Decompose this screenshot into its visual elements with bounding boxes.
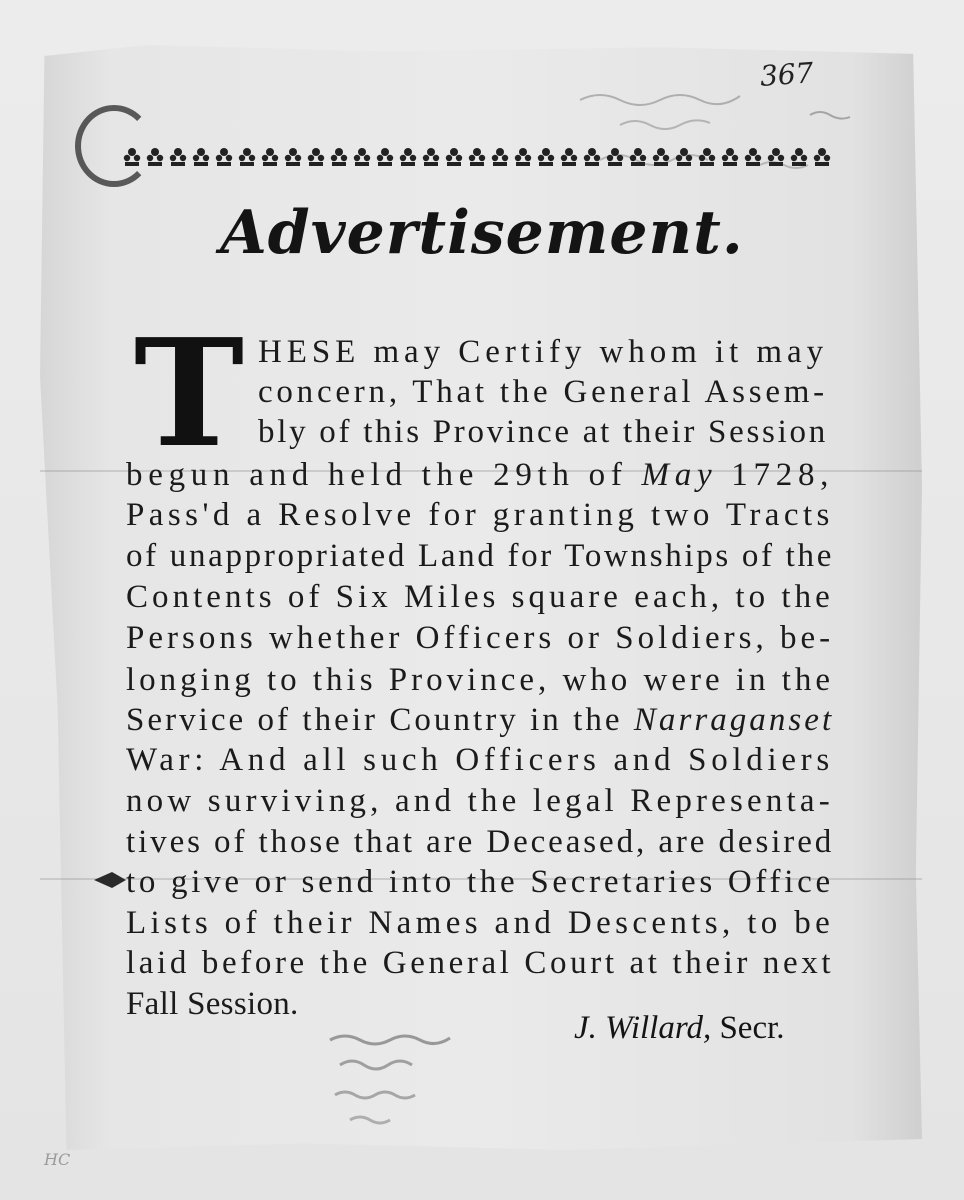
body-line-text: Fall Session. xyxy=(126,986,299,1022)
body-line-text: begun and held the 29th of xyxy=(126,457,642,493)
body-line-text: of unappropriated Land for Townships of the xyxy=(126,538,835,574)
fleuron-ornament-icon xyxy=(651,145,671,169)
body-line-text: Persons whether Officers or Soldiers, be- xyxy=(126,620,835,656)
fleuron-ornament-icon xyxy=(490,145,510,169)
body-line-text: bly of this Province at their Session xyxy=(258,414,828,450)
fleuron-ornament-icon xyxy=(168,145,188,169)
faded-bottom-handwriting xyxy=(320,1020,470,1130)
body-line xyxy=(126,984,299,1024)
body-line xyxy=(126,455,834,495)
fleuron-ornament-icon xyxy=(283,145,303,169)
body-line xyxy=(126,943,834,983)
body-line xyxy=(126,822,834,862)
drop-cap-letter: T xyxy=(133,306,245,480)
body-line-text: concern, That the General Assem- xyxy=(258,374,828,410)
body-line xyxy=(126,740,834,780)
body-line-text: longing to this Province, who were in the xyxy=(126,662,835,698)
body-line xyxy=(126,495,834,535)
fleuron-ornament-icon xyxy=(191,145,211,169)
fleuron-ornament-icon xyxy=(398,145,418,169)
body-line-italic: Narraganset xyxy=(633,702,835,738)
fleuron-ornament-icon xyxy=(766,145,786,169)
fleuron-ornament-icon xyxy=(421,145,441,169)
body-line-text: tives of those that are Deceased, are desired xyxy=(126,824,835,860)
fleuron-ornament-icon xyxy=(513,145,533,169)
signature-line xyxy=(574,1010,785,1047)
body-line-text: Pass'd a Resolve for granting two Tracts xyxy=(126,497,834,533)
body-line xyxy=(258,412,828,452)
body-line-text: to give or send into the Secretaries Office xyxy=(126,864,834,900)
fleuron-ornament-icon xyxy=(375,145,395,169)
fleuron-ornament-icon xyxy=(329,145,349,169)
corner-mark: HC xyxy=(44,1150,71,1169)
body-line-text: laid before the General Court at their next xyxy=(126,945,835,981)
fleuron-ornament-icon xyxy=(582,145,602,169)
body-line xyxy=(126,577,834,617)
body-line-text: War: And all such Officers and Soldiers xyxy=(126,742,834,778)
manicule-pointer-icon xyxy=(92,866,128,894)
fleuron-ornament-icon xyxy=(352,145,372,169)
signature-name: J. Willard, xyxy=(574,1010,712,1046)
body-line-text: Service of their Country in the xyxy=(126,702,634,738)
fleuron-ornament-icon xyxy=(605,145,625,169)
body-line xyxy=(258,332,828,372)
body-line-text: HESE may Certify whom it may xyxy=(258,334,829,370)
page-number: 367 xyxy=(758,56,815,93)
fleuron-ornament-icon xyxy=(444,145,464,169)
fleuron-ornament-icon xyxy=(237,145,257,169)
fleuron-ornament-icon xyxy=(628,145,648,169)
fleuron-ornament-icon xyxy=(306,145,326,169)
body-line-italic: May xyxy=(641,457,718,493)
fleuron-ornament-icon xyxy=(789,145,809,169)
body-line-text: Lists of their Names and Descents, to be xyxy=(126,905,835,941)
fleuron-ornament-icon xyxy=(260,145,280,169)
body-line xyxy=(126,536,834,576)
fleuron-ornament-icon xyxy=(536,145,556,169)
fleuron-ornament-icon xyxy=(214,145,234,169)
body-line xyxy=(126,862,834,902)
fleuron-ornament-icon xyxy=(559,145,579,169)
body-line xyxy=(126,700,834,740)
body-line xyxy=(126,618,834,658)
fleuron-ornament-icon xyxy=(697,145,717,169)
fleuron-ornament-icon xyxy=(743,145,763,169)
body-line xyxy=(258,372,828,412)
body-line xyxy=(126,660,834,700)
ornament-border xyxy=(122,140,832,174)
fleuron-ornament-icon xyxy=(122,145,142,169)
body-line-text: 1728, xyxy=(717,457,835,493)
body-line xyxy=(126,781,834,821)
fleuron-ornament-icon xyxy=(812,145,832,169)
signature-title: Secr. xyxy=(719,1010,785,1046)
body-line-text: Contents of Six Miles square each, to the xyxy=(126,579,834,615)
fleuron-ornament-icon xyxy=(720,145,740,169)
document-title: Advertisement. xyxy=(220,198,744,268)
fleuron-ornament-icon xyxy=(467,145,487,169)
fleuron-ornament-icon xyxy=(145,145,165,169)
body-line xyxy=(126,903,834,943)
body-line-text: now surviving, and the legal Representa- xyxy=(126,783,834,819)
fleuron-ornament-icon xyxy=(674,145,694,169)
